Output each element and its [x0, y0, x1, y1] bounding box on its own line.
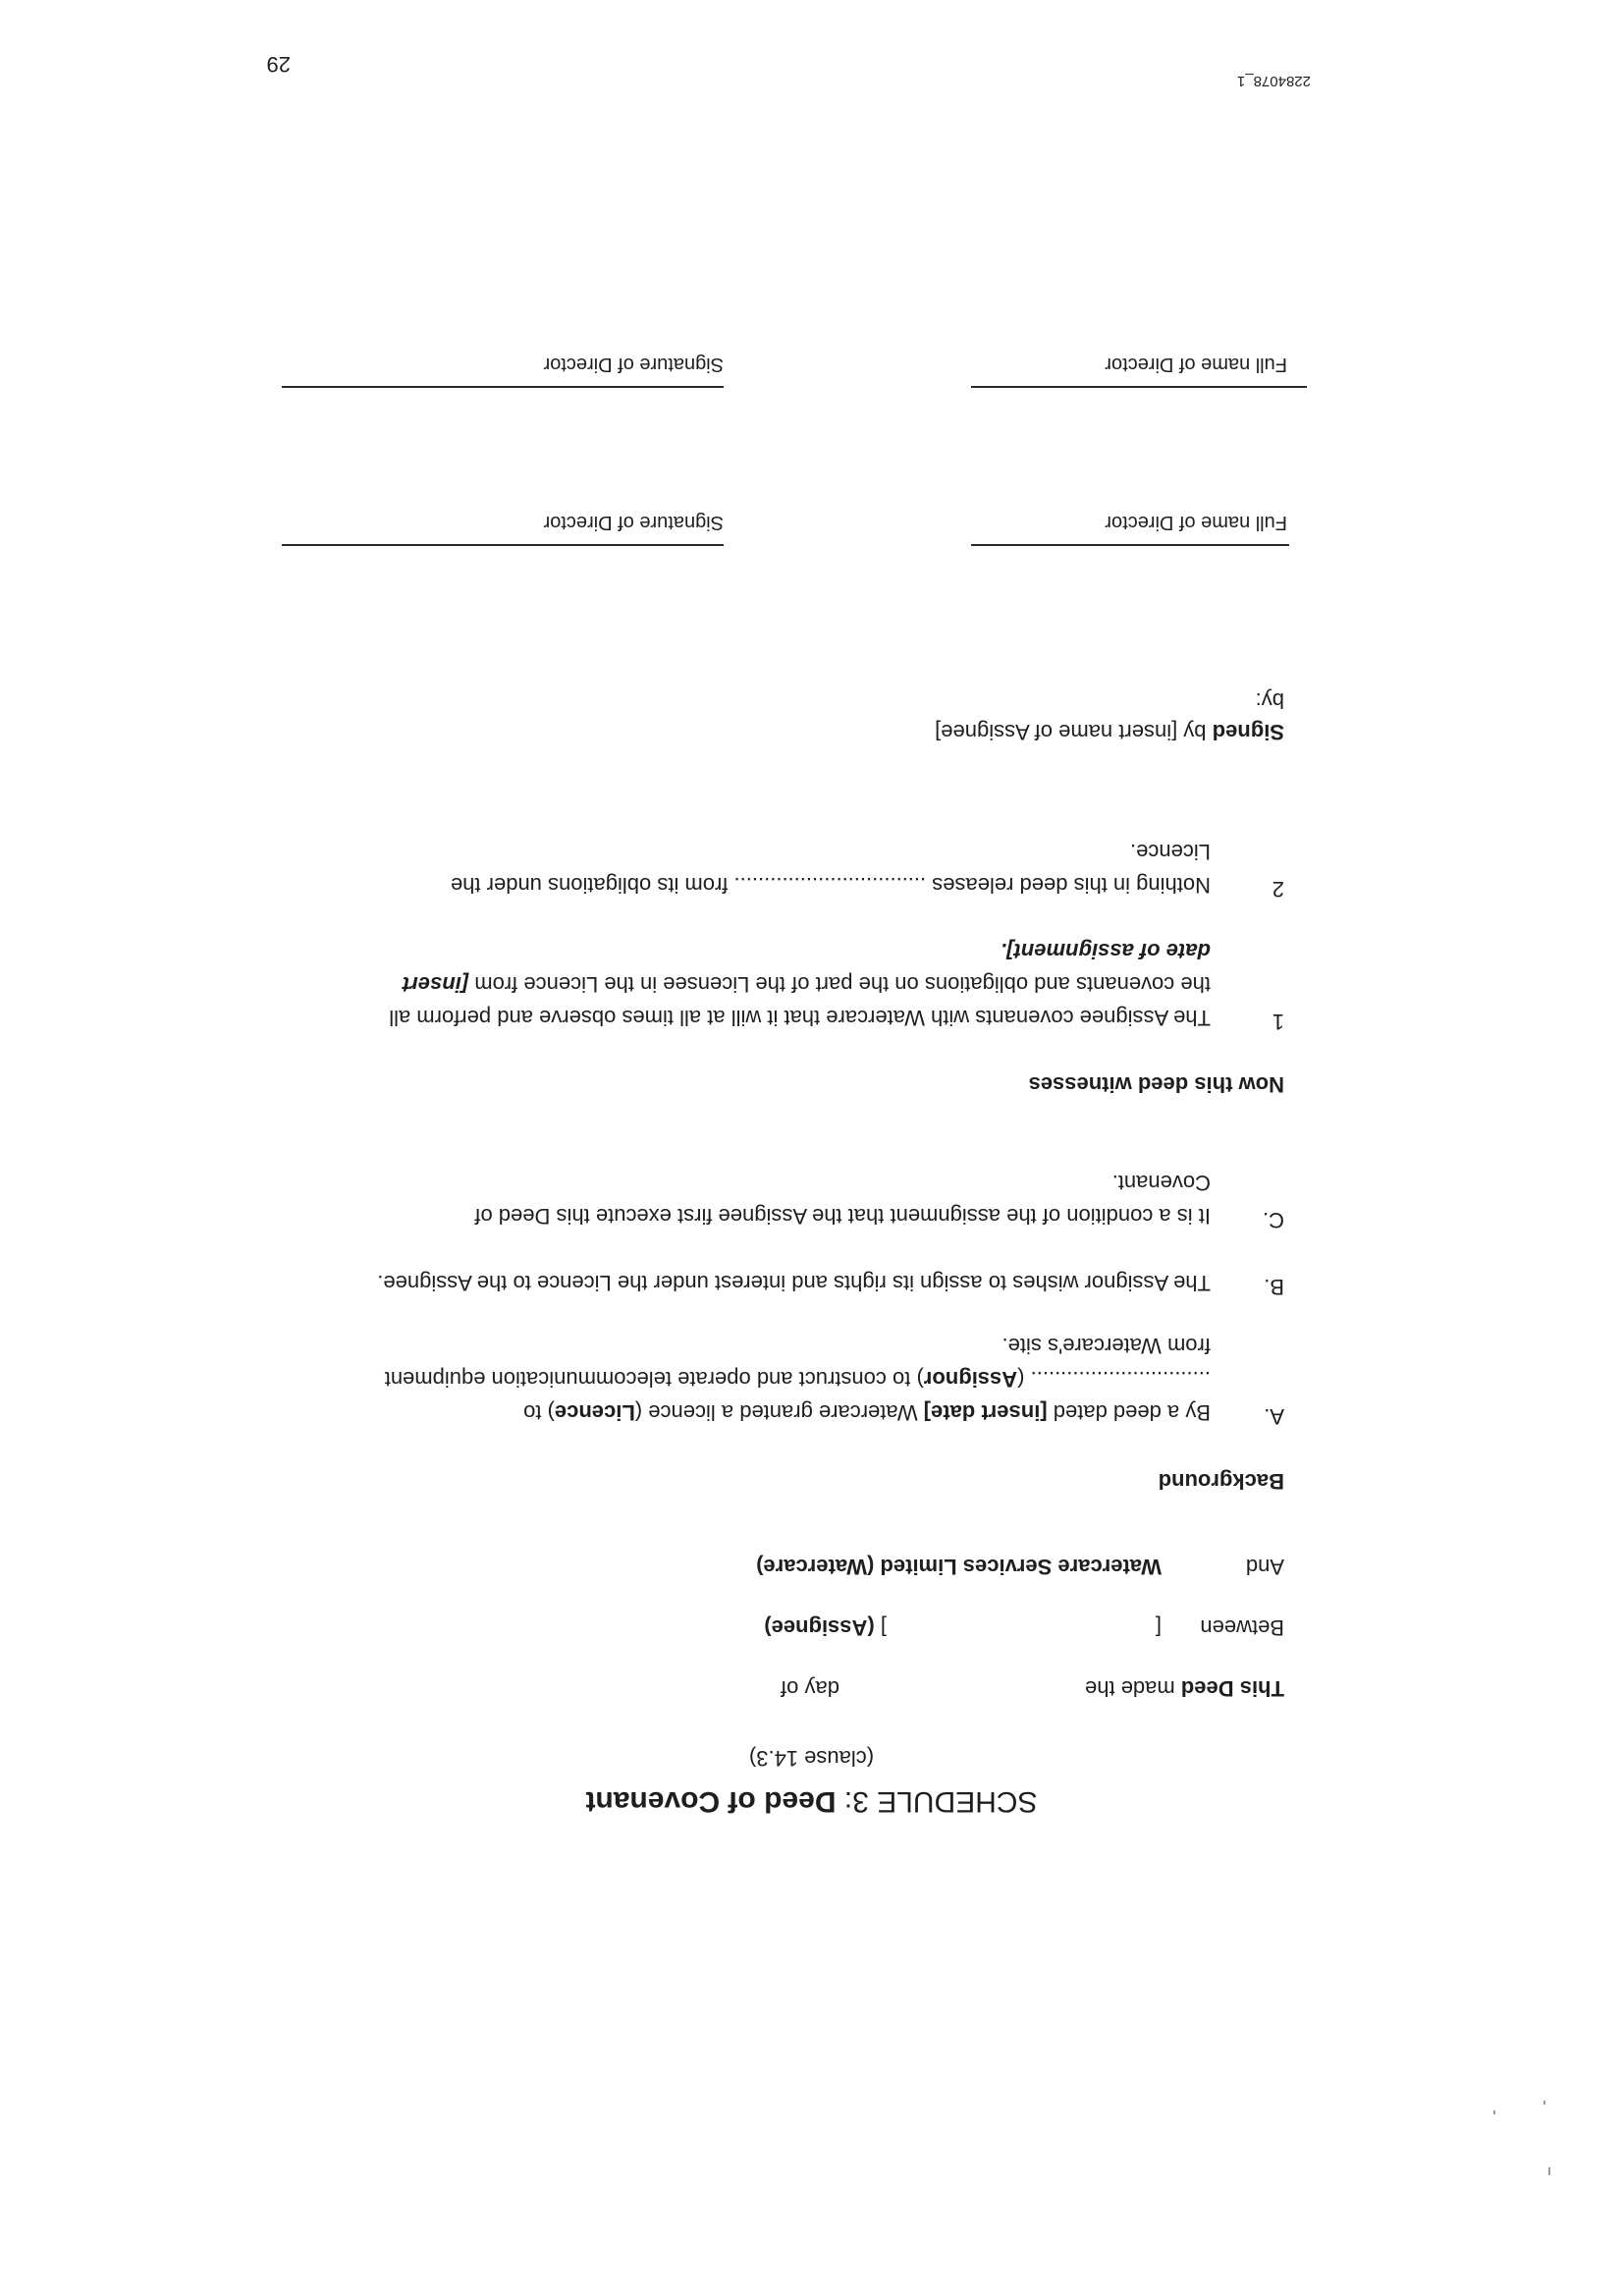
- title-name: Deed of Covenant: [585, 1785, 837, 1818]
- background-label-b: B.: [1264, 1275, 1284, 1299]
- signature-director-label-2: Signature of Director: [543, 354, 724, 375]
- scan-speck: [1493, 2110, 1495, 2114]
- background-paragraph-a: [268, 1329, 1211, 1429]
- deed-made-text: made the: [1085, 1676, 1181, 1701]
- name-director-label-2: Full name of Director: [1105, 354, 1287, 375]
- clause-1-line-2: [268, 967, 1211, 1001]
- signed-by-text: by [insert name of Assignee]: [935, 720, 1213, 744]
- page-title: [0, 1784, 1623, 1818]
- by-label: by:: [1255, 688, 1284, 713]
- para-a-line-2-end: ) to construct and operate telecommunication equipment: [384, 1367, 924, 1392]
- and-label: And: [1245, 1555, 1284, 1579]
- para-c-line-2: Covenant.: [1111, 1171, 1211, 1195]
- paren-open: (: [1017, 1367, 1031, 1392]
- assignee-party: [764, 1614, 887, 1640]
- signature-director-label-1: Signature of Director: [543, 512, 724, 533]
- assignee-name: (Assignee): [764, 1615, 875, 1640]
- background-heading: Background: [1158, 1469, 1284, 1494]
- para-a-text-end: ) to: [523, 1400, 555, 1425]
- background-paragraph-c: [268, 1166, 1211, 1232]
- background-paragraph-b: The Assignor wishes to assign its rights and interest under the Licence to the Assignee.: [377, 1271, 1211, 1295]
- background-label-c: C.: [1263, 1208, 1284, 1232]
- name-director-label-1: Full name of Director: [1105, 512, 1287, 533]
- scan-speck: [1548, 2167, 1550, 2175]
- clause-2-text: [268, 835, 1211, 902]
- name-line-1: [971, 544, 1289, 546]
- para-c-line-1: It is a condition of the assignment that the Assignee first execute this Deed of: [474, 1204, 1211, 1229]
- clause-1-text: [268, 934, 1211, 1034]
- signature-line-1: [282, 544, 724, 546]
- watercare-party: Watercare Services Limited (Watercare): [756, 1555, 1162, 1579]
- clause-2-line-1: Nothing in this deed releases ................................ from its obligations under the: [450, 873, 1211, 898]
- assignor-dotted-blank: ..............................: [1030, 1367, 1211, 1392]
- witnesses-heading: Now this deed witnesses: [1028, 1072, 1284, 1097]
- para-a-line-3: from Watercare's site.: [1001, 1334, 1211, 1358]
- para-a-line-1: [268, 1395, 1211, 1429]
- para-a-line-2: [268, 1362, 1211, 1395]
- clause-reference: (clause 14.3): [748, 1746, 875, 1771]
- deed-made-line: [1085, 1675, 1284, 1701]
- between-open-bracket: [: [1155, 1615, 1162, 1640]
- page-number: 29: [266, 52, 291, 77]
- insert-placeholder: [insert: [402, 972, 469, 997]
- signature-line-2: [282, 386, 724, 388]
- document-reference: 2284078_1: [1236, 73, 1311, 89]
- clause-2-line-2: Licence.: [1130, 840, 1211, 864]
- assignor-term: Assignor: [923, 1367, 1018, 1392]
- clause-1-line-3: date of assignment].: [1001, 939, 1211, 963]
- between-close-bracket: ]: [880, 1615, 887, 1640]
- day-of-text: day of: [781, 1676, 839, 1701]
- scan-speck: [1543, 2101, 1545, 2105]
- clause-1-line-1: The Assignee covenants with Watercare that it will at all times observe and perform all: [389, 1006, 1211, 1030]
- clause-1-line-2-text: the covenants and obligations on the part of the Licensee in the Licence from: [468, 972, 1211, 997]
- between-label: Between: [1200, 1615, 1284, 1640]
- name-line-2: [971, 386, 1307, 388]
- background-label-a: A.: [1264, 1404, 1284, 1429]
- deed-label: This Deed: [1180, 1676, 1284, 1701]
- title-schedule: SCHEDULE 3:: [843, 1785, 1038, 1818]
- licence-term: Licence: [554, 1400, 635, 1425]
- signed-label: Signed: [1212, 720, 1284, 744]
- signed-by-line: [935, 719, 1284, 744]
- clause-2-number: 2: [1271, 877, 1284, 902]
- para-a-text: By a deed dated: [1047, 1400, 1211, 1425]
- insert-date-placeholder: [insert date]: [923, 1400, 1048, 1425]
- clause-1-number: 1: [1271, 1010, 1284, 1034]
- para-a-text-mid: Watercare granted a licence (: [634, 1400, 924, 1425]
